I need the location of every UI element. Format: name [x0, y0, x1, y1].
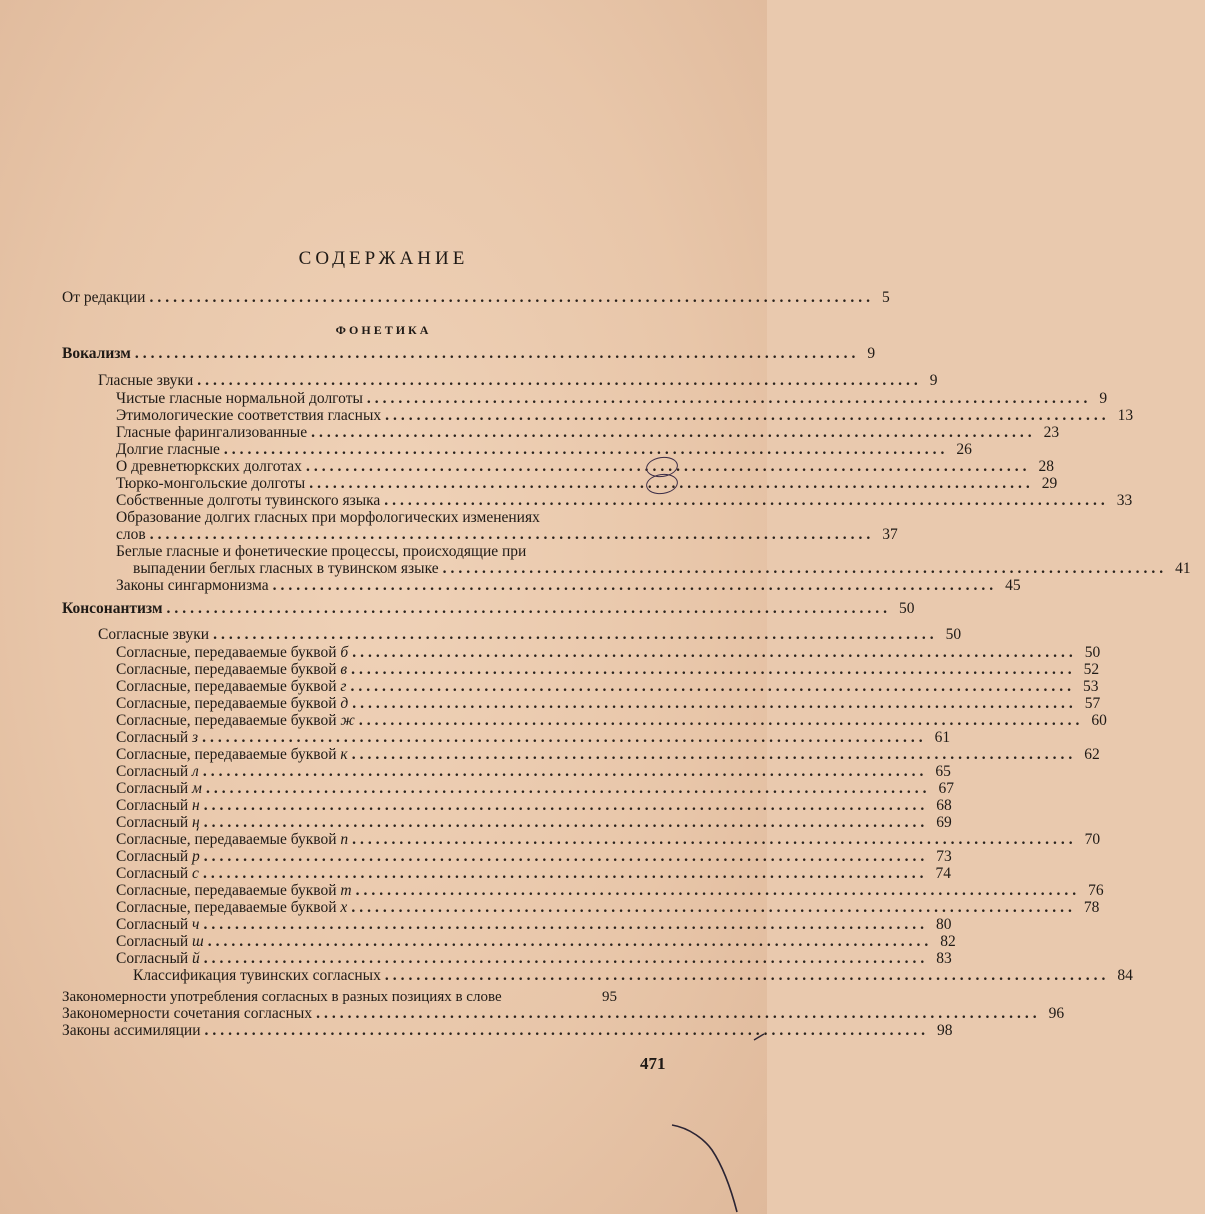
toc-entry-title: Согласные, передаваемые буквой: [116, 712, 337, 729]
toc-entry-letter: н: [192, 797, 200, 814]
toc-page-number: 28: [1038, 458, 1054, 475]
toc-page-number: 41: [1175, 560, 1191, 577]
toc-entry-title: Согласные, передаваемые буквой: [116, 831, 337, 848]
dot-leader: ............................................................................................: [351, 661, 1076, 678]
dot-leader: ............................................................................................: [203, 814, 929, 831]
dot-leader: ............................................................................................: [355, 882, 1081, 899]
dot-leader: ............................................................................................: [305, 458, 1031, 475]
toc-page-number: 69: [936, 814, 952, 831]
dot-leader: ............................................................................................: [352, 644, 1077, 661]
dot-leader: ............................................................................................: [352, 695, 1077, 712]
toc-entry-letter: й: [192, 950, 200, 967]
dot-leader: ............................................................................................: [203, 916, 928, 933]
toc-page-number: 95: [602, 989, 617, 1005]
toc-entry-title: Согласные, передаваемые буквой: [116, 882, 337, 899]
dot-leader: ............................................................................................: [223, 441, 949, 458]
dot-leader: ............................................................................................: [134, 345, 860, 362]
dot-leader: ............................................................................................: [351, 899, 1076, 916]
toc-entry-title: Согласный: [116, 763, 189, 780]
toc-entry-line-1: Беглые гласные и фонетические процессы, происходящие при: [116, 543, 527, 560]
toc-page-number: 50: [899, 600, 915, 617]
dot-leader: ............................................................................................: [366, 390, 1092, 407]
toc-page-number: 82: [940, 933, 956, 950]
toc-entry-letter: б: [340, 644, 349, 661]
toc-page-number: 78: [1083, 899, 1100, 916]
toc-entry-title: Законы ассимиляции: [62, 1022, 201, 1039]
toc-page-number: 9: [929, 372, 938, 389]
dot-leader: ............................................................................................: [197, 372, 922, 389]
toc-entry-letter: п: [340, 831, 349, 848]
toc-entry-letter: х: [340, 899, 348, 916]
toc-entry-line-1: Образование долгих гласных при морфологических изменениях: [116, 509, 540, 526]
toc-page-number: 5: [881, 289, 890, 306]
dot-leader: ............................................................................................: [203, 848, 929, 865]
dot-leader: ............................................................................................: [352, 831, 1077, 848]
toc-page-number: 53: [1082, 678, 1099, 695]
dot-leader: ............................................................................................: [207, 933, 933, 950]
toc-entry-title: Согласный: [116, 933, 189, 950]
toc-page-number: 98: [937, 1022, 953, 1039]
dot-leader: ............................................................................................: [202, 865, 928, 882]
dot-leader: ............................................................................................: [272, 577, 998, 594]
toc-entry-title: Согласный: [116, 848, 189, 865]
toc-entry-title: Согласные, передаваемые буквой: [116, 899, 337, 916]
toc-page-number: 61: [934, 729, 951, 746]
toc-page-number: 50: [945, 626, 962, 643]
toc-page-number: 57: [1084, 695, 1101, 712]
toc-page-number: 84: [1117, 967, 1133, 984]
toc-entry-title: Согласный: [116, 865, 189, 882]
dot-leader: ............................................................................................: [205, 780, 931, 797]
toc-entry-title: Согласный: [116, 797, 189, 814]
toc-entry-letter: с: [192, 865, 199, 882]
toc-entry-title: Согласные, передаваемые буквой: [116, 678, 337, 695]
toc-entry-title: Долгие гласные: [116, 441, 220, 458]
toc-page-number: 23: [1043, 424, 1060, 441]
toc-entry-title: От редакции: [62, 289, 146, 306]
toc-entry-letter: д: [340, 695, 349, 712]
toc-entry-title: Собственные долготы тувинского языка: [116, 492, 381, 509]
toc-page-number: 83: [936, 950, 952, 967]
toc-entry-letter: ң: [192, 814, 200, 831]
toc-entry-title: Вокализм: [62, 345, 131, 362]
toc-entry-letter: в: [340, 661, 348, 678]
toc-entry-title: Тюрко-монгольские долготы: [116, 475, 306, 492]
dot-leader: ............................................................................................: [316, 1005, 1041, 1022]
dot-leader: ............................................................................................: [202, 763, 928, 780]
toc-entry-title: Законы сингармонизма: [116, 577, 269, 594]
toc-entry-title: Закономерности употребления согласных в разных позициях в слове: [62, 989, 502, 1005]
toc-entry-title: Консонантизм: [62, 600, 163, 617]
toc-entry-title: Согласный: [116, 950, 189, 967]
toc-page-number: 67: [938, 780, 954, 797]
toc-entry-title: Согласный: [116, 814, 189, 831]
dot-leader: ............................................................................................: [385, 407, 1110, 424]
dot-leader: ............................................................................................: [309, 475, 1034, 492]
toc-entry-letter: ж: [340, 712, 355, 729]
toc-page-number: 70: [1084, 831, 1101, 848]
toc-entry-title: выпадении беглых гласных в тувинском языке: [133, 560, 439, 577]
toc-entry-title: Этимологические соответствия гласных: [116, 407, 382, 424]
toc-entry-letter: л: [192, 763, 199, 780]
page-folio: 471: [640, 1054, 666, 1073]
toc-entry-letter: т: [340, 882, 352, 899]
toc-page-number: 29: [1041, 475, 1058, 492]
toc-entry-title: Согласные звуки: [98, 626, 210, 643]
toc-entry-letter: ш: [192, 933, 204, 950]
toc-page-number: 68: [936, 797, 952, 814]
toc-page-number: 50: [1084, 644, 1101, 661]
toc-page-number: 37: [882, 526, 898, 543]
toc-entry-title: Закономерности сочетания согласных: [62, 1005, 313, 1022]
page-title: СОДЕРЖАНИЕ: [298, 248, 469, 269]
toc-entry-title: Согласные, передаваемые буквой: [116, 661, 337, 678]
dot-leader: ............................................................................................: [384, 492, 1109, 509]
toc-page-number: 65: [935, 763, 951, 780]
toc-page-number: 60: [1091, 712, 1107, 729]
toc-entry-title: слов: [116, 526, 146, 543]
toc-page-number: 45: [1005, 577, 1021, 594]
dot-leader: ............................................................................................: [384, 967, 1110, 984]
toc-page-number: 9: [867, 345, 876, 362]
toc-entry-letter: м: [192, 780, 202, 797]
toc-page-number: 76: [1088, 882, 1104, 899]
dot-leader: ............................................................................................: [203, 797, 929, 814]
toc-entry-letter: к: [340, 746, 348, 763]
dot-leader: ............................................................................................: [358, 712, 1084, 729]
toc-page-number: 9: [1099, 390, 1108, 407]
dot-leader: ............................................................................................: [203, 950, 929, 967]
toc-entry-title: Гласные звуки: [98, 372, 194, 389]
toc-entry-title: Согласные, передаваемые буквой: [116, 695, 337, 712]
toc-entry-title: Классификация тувинских согласных: [133, 967, 381, 984]
toc-entry-title: Согласный: [116, 729, 189, 746]
toc-entry-letter: ч: [192, 916, 200, 933]
dot-leader: ............................................................................................: [204, 1022, 930, 1039]
toc-entry-title: Гласные фарингализованные: [116, 424, 308, 441]
dot-leader: ............................................................................................: [350, 678, 1075, 695]
toc-page-number: 26: [956, 441, 972, 458]
toc-page-number: 52: [1083, 661, 1100, 678]
toc-page-number: 96: [1048, 1005, 1065, 1022]
toc-page-number: 73: [936, 848, 952, 865]
toc-page-number: 62: [1084, 746, 1100, 763]
toc-page-number: 13: [1117, 407, 1134, 424]
dot-leader: ............................................................................................: [166, 600, 892, 617]
section-heading-phonetics: ФОНЕТИКА: [335, 323, 432, 337]
toc-entry-title: Согласный: [116, 916, 189, 933]
toc-entry-title: Согласный: [116, 780, 189, 797]
dot-leader: ............................................................................................: [213, 626, 938, 643]
toc-entry-title: Согласные, передаваемые буквой: [116, 746, 337, 763]
toc-page-number: 33: [1116, 492, 1133, 509]
toc-entry-letter: г: [340, 678, 347, 695]
toc-entry-title: Чистые гласные нормальной долготы: [116, 390, 363, 407]
toc-entry-title: Согласные, передаваемые буквой: [116, 644, 337, 661]
dot-leader: ............................................................................................: [149, 289, 874, 306]
dot-leader: ............................................................................................: [442, 560, 1168, 577]
toc-entry-title: О древнетюркских долготах: [116, 458, 302, 475]
dot-leader: ............................................................................................: [202, 729, 927, 746]
toc-entry-letter: з: [192, 729, 199, 746]
toc-page-number: 80: [935, 916, 952, 933]
dot-leader: ............................................................................................: [311, 424, 1036, 441]
dot-leader: ............................................................................................: [149, 526, 875, 543]
toc-entry-letter: р: [192, 848, 200, 865]
dot-leader: ............................................................................................: [351, 746, 1077, 763]
toc-page-number: 74: [935, 865, 951, 882]
